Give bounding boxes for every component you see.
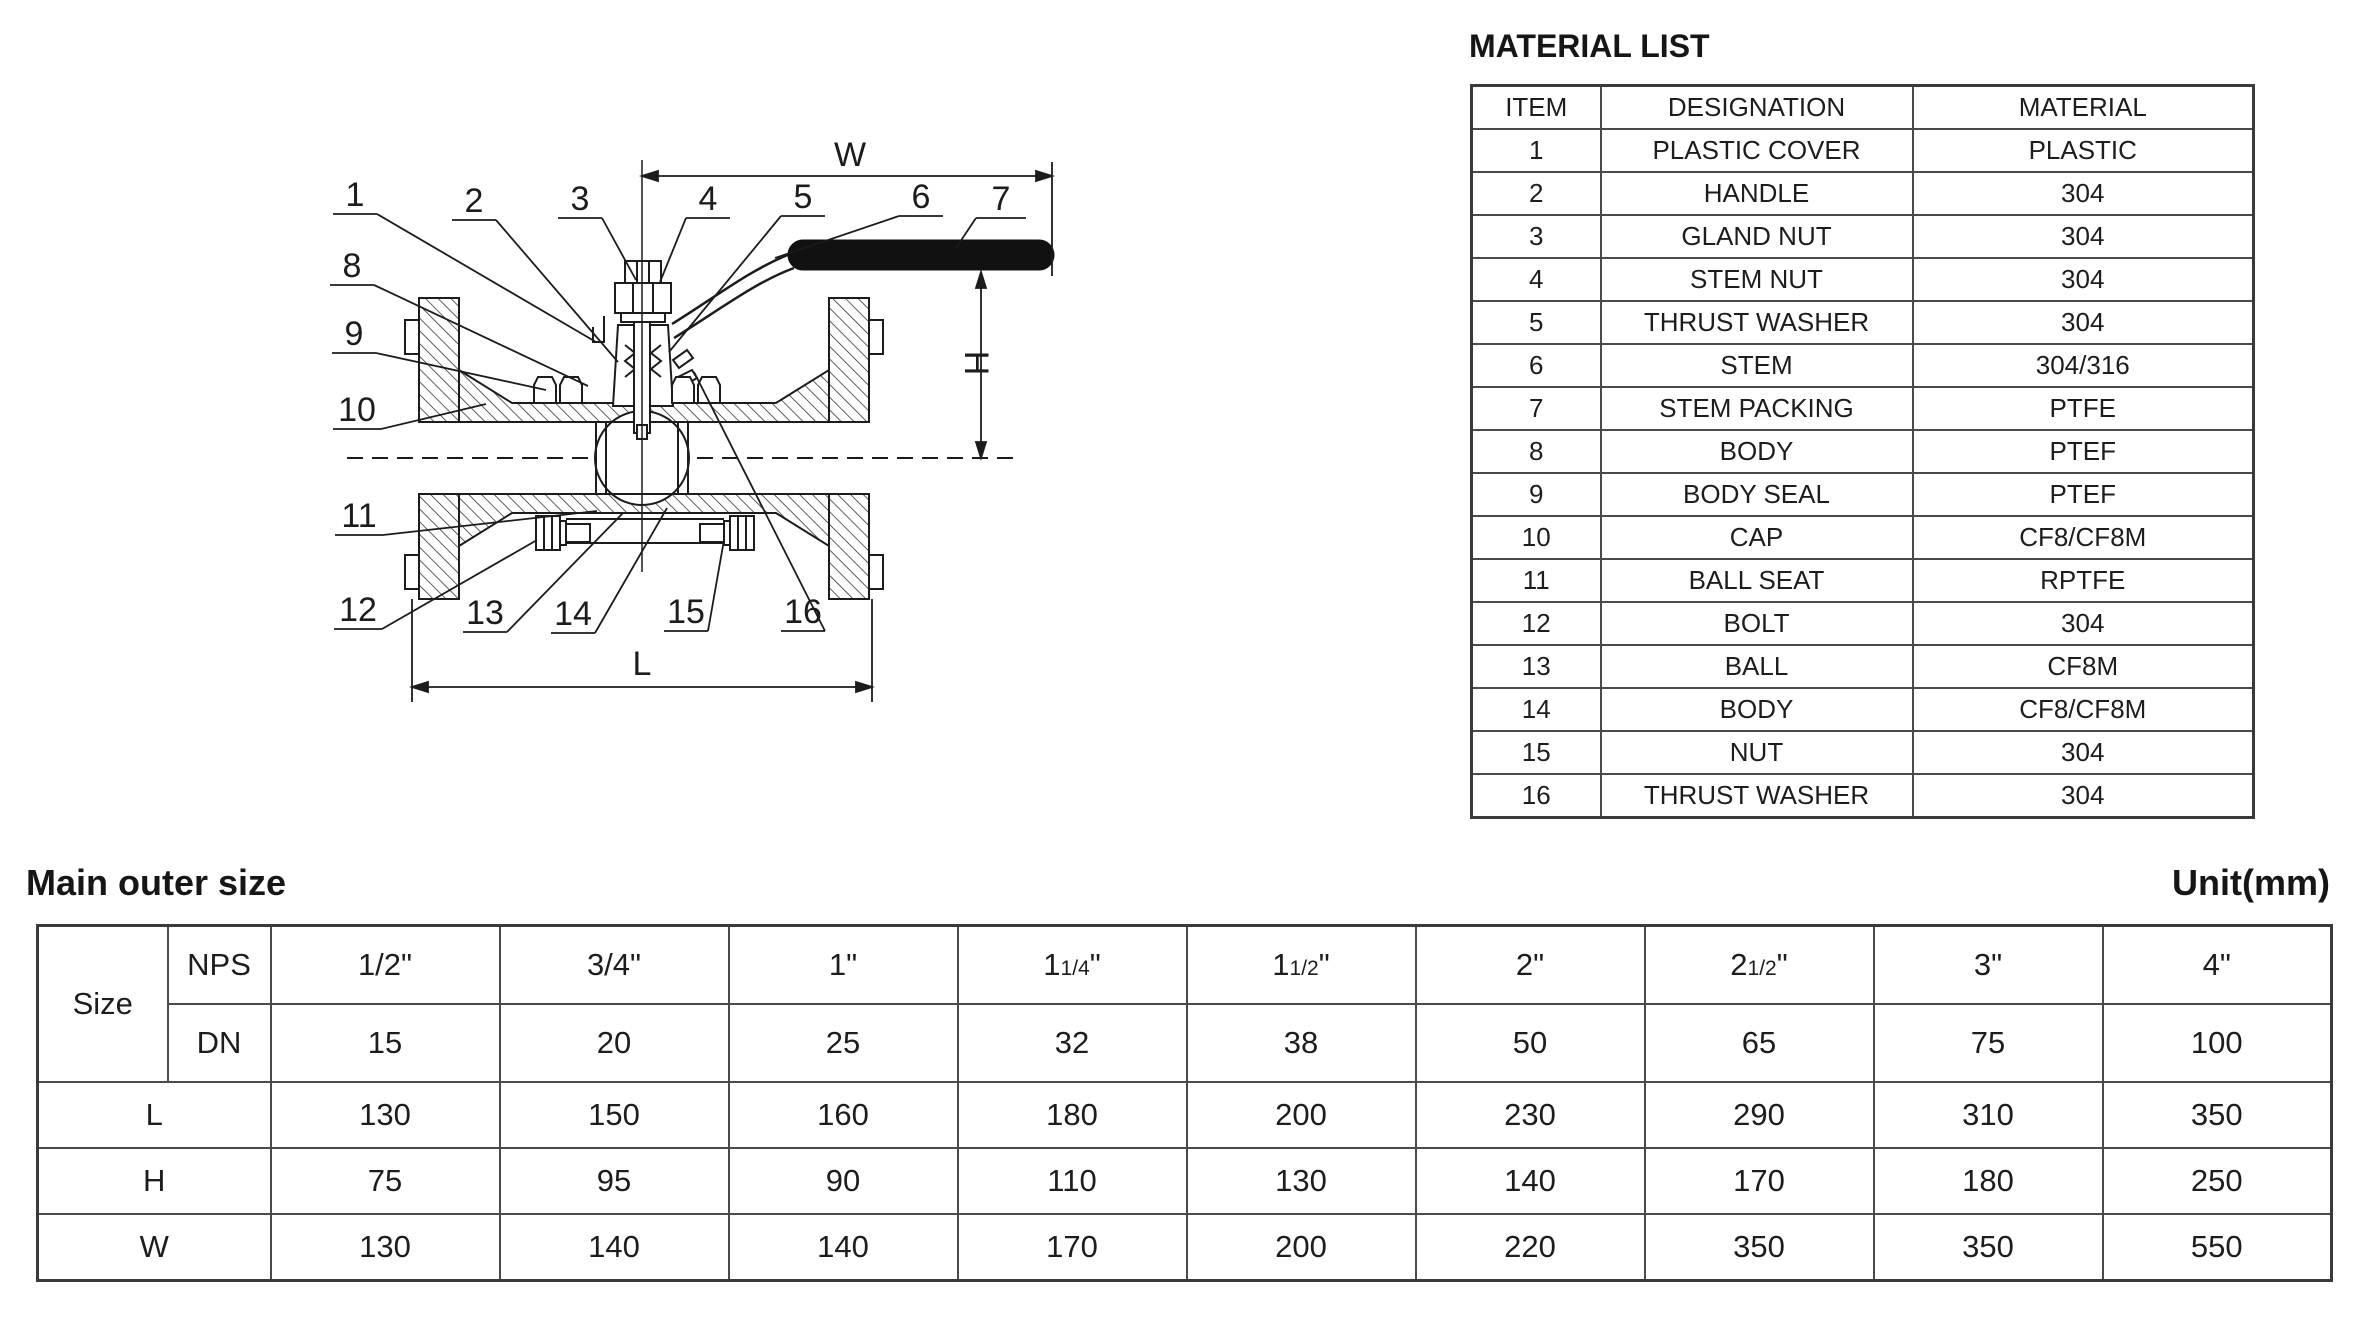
material-designation-cell: BODY SEAL [1601,473,1913,516]
callout-14: 14 [554,595,592,633]
material-col-header: MATERIAL [1913,86,2254,130]
material-item-cell: 11 [1472,559,1601,602]
material-designation-cell: BOLT [1601,602,1913,645]
w-cell: 200 [1187,1214,1416,1281]
material-row [1472,301,2254,344]
material-row [1472,215,2254,258]
material-item-cell: 15 [1472,731,1601,774]
material-item-cell: 3 [1472,215,1601,258]
material-designation-cell: BALL [1601,645,1913,688]
callout-16: 16 [784,593,822,631]
material-row [1472,172,2254,215]
material-row [1472,258,2254,301]
callout-13: 13 [466,594,504,632]
callout-7: 7 [991,180,1011,218]
row-label-h: H [38,1148,271,1214]
material-row [1472,516,2254,559]
h-cell: 130 [1187,1148,1416,1214]
l-cell: 350 [2103,1082,2332,1148]
callout-9: 9 [344,315,364,353]
dn-cell: 100 [2103,1004,2332,1082]
inch-mark: " [1991,947,2003,982]
material-item-cell: 13 [1472,645,1601,688]
material-designation-cell: CAP [1601,516,1913,559]
l-cell: 130 [271,1082,500,1148]
nps-big: 3 [1973,947,1992,982]
h-cell: 95 [500,1148,729,1214]
callout-15: 15 [667,593,705,631]
nps-big: 3/4 [586,947,631,982]
dim-h-label: H [957,350,995,376]
h-cell: 90 [729,1148,958,1214]
unit-label: Unit(mm) [2172,862,2330,903]
callout-1: 1 [345,176,365,214]
material-designation-cell: BALL SEAT [1601,559,1913,602]
nps-frac: 1/4 [1060,957,1090,980]
material-item-cell: 5 [1472,301,1601,344]
nps-cell [1187,926,1416,1005]
row-label-nps: NPS [168,926,271,1005]
w-cell: 170 [958,1214,1187,1281]
callout-10: 10 [338,391,376,429]
material-item-cell: 6 [1472,344,1601,387]
material-row [1472,559,2254,602]
material-item-cell: 14 [1472,688,1601,731]
nps-cell [958,926,1187,1005]
h-cell: 110 [958,1148,1187,1214]
dn-cell: 65 [1645,1004,1874,1082]
material-item-cell: 4 [1472,258,1601,301]
material-list-title: MATERIAL LIST [1469,28,1710,64]
callout-5: 5 [793,178,813,216]
nps-big: 1/2 [357,947,402,982]
material-material-cell: PLASTIC [1913,129,2254,172]
material-material-cell: 304 [1913,172,2254,215]
w-cell: 130 [271,1214,500,1281]
gland-nut [615,283,671,322]
material-item-cell: 8 [1472,430,1601,473]
size-row-w [38,1214,2332,1281]
dim-w-label: W [833,136,867,174]
h-cell: 180 [1874,1148,2103,1214]
l-cell: 150 [500,1082,729,1148]
ball-valve-section-drawing [320,130,1070,710]
inch-mark: " [630,947,642,982]
nps-cell [500,926,729,1005]
material-designation-cell: STEM [1601,344,1913,387]
material-item-cell: 16 [1472,774,1601,818]
nps-cell [1874,926,2103,1005]
material-col-header: ITEM [1472,86,1601,130]
dn-cell: 25 [729,1004,958,1082]
material-material-cell: 304 [1913,301,2254,344]
material-row [1472,473,2254,516]
material-list-table [1470,84,2255,819]
nps-big: 1 [828,947,847,982]
material-designation-cell: THRUST WASHER [1601,301,1913,344]
left-flange [405,298,459,599]
material-designation-cell: STEM PACKING [1601,387,1913,430]
l-cell: 200 [1187,1082,1416,1148]
nps-big: 1 [1043,947,1061,982]
callout-2: 2 [464,182,484,220]
material-material-cell: PTEF [1913,473,2254,516]
material-designation-cell: BODY [1601,688,1913,731]
material-row [1472,344,2254,387]
nps-cell [1645,926,1874,1005]
callout-4: 4 [698,180,718,218]
size-row-dn [38,1004,2332,1082]
dim-l-label: L [632,645,652,683]
material-designation-cell: PLASTIC COVER [1601,129,1913,172]
material-row [1472,731,2254,774]
size-row-l [38,1082,2332,1148]
material-col-header: DESIGNATION [1601,86,1913,130]
dn-cell: 15 [271,1004,500,1082]
inch-mark: " [846,947,858,982]
l-cell: 160 [729,1082,958,1148]
row-label-dn: DN [168,1004,271,1082]
nps-cell [729,926,958,1005]
dn-cell: 75 [1874,1004,2103,1082]
callout-6: 6 [911,178,931,216]
nps-frac: 1/2 [1289,957,1319,980]
material-material-cell: CF8/CF8M [1913,516,2254,559]
material-designation-cell: NUT [1601,731,1913,774]
material-material-cell: PTFE [1913,387,2254,430]
nps-big: 1 [1272,947,1290,982]
material-material-cell: PTEF [1913,430,2254,473]
material-item-cell: 2 [1472,172,1601,215]
material-row [1472,602,2254,645]
handle-grip [788,240,1054,270]
material-designation-cell: HANDLE [1601,172,1913,215]
callout-11: 11 [341,497,377,535]
callout-12: 12 [339,591,377,629]
inch-mark: " [2219,947,2231,982]
inch-mark: " [1776,947,1788,982]
l-cell: 310 [1874,1082,2103,1148]
size-table [36,924,2333,1282]
material-material-cell: 304 [1913,602,2254,645]
h-cell: 170 [1645,1148,1874,1214]
material-designation-cell: GLAND NUT [1601,215,1913,258]
material-designation-cell: THRUST WASHER [1601,774,1913,818]
size-header-cell: Size [38,926,168,1083]
dn-cell: 38 [1187,1004,1416,1082]
material-material-cell: 304 [1913,215,2254,258]
w-cell: 220 [1416,1214,1645,1281]
size-row-h [38,1148,2332,1214]
w-cell: 350 [1645,1214,1874,1281]
inch-mark: " [401,947,413,982]
w-cell: 140 [729,1214,958,1281]
l-cell: 290 [1645,1082,1874,1148]
material-material-cell: CF8M [1913,645,2254,688]
callout-3: 3 [570,180,590,218]
dn-cell: 20 [500,1004,729,1082]
material-item-cell: 1 [1472,129,1601,172]
right-flange [829,298,883,599]
nps-cell [1416,926,1645,1005]
l-cell: 230 [1416,1082,1645,1148]
material-row [1472,430,2254,473]
nps-cell [2103,926,2332,1005]
material-material-cell: 304 [1913,774,2254,818]
h-cell: 140 [1416,1148,1645,1214]
material-item-cell: 7 [1472,387,1601,430]
w-cell: 350 [1874,1214,2103,1281]
material-material-cell: RPTFE [1913,559,2254,602]
material-item-cell: 12 [1472,602,1601,645]
row-label-w: W [38,1214,271,1281]
material-row [1472,387,2254,430]
material-row [1472,688,2254,731]
material-material-cell: 304/316 [1913,344,2254,387]
material-row [1472,129,2254,172]
row-label-l: L [38,1082,271,1148]
stem-nut [625,261,661,283]
size-table-title: Main outer size [26,862,287,903]
w-cell: 550 [2103,1214,2332,1281]
l-cell: 180 [958,1082,1187,1148]
nps-cell [271,926,500,1005]
material-item-cell: 10 [1472,516,1601,559]
material-material-cell: 304 [1913,731,2254,774]
inch-mark: " [1318,947,1330,982]
material-designation-cell: STEM NUT [1601,258,1913,301]
h-cell: 75 [271,1148,500,1214]
material-list-header-row [1472,86,2254,130]
material-material-cell: 304 [1913,258,2254,301]
material-material-cell: CF8/CF8M [1913,688,2254,731]
inch-mark: " [1533,947,1545,982]
nps-frac: 1/2 [1747,957,1777,980]
callout-8: 8 [342,247,362,285]
nps-big: 2 [1730,947,1748,982]
nps-big: 2 [1515,947,1534,982]
material-designation-cell: BODY [1601,430,1913,473]
w-cell: 140 [500,1214,729,1281]
inch-mark: " [1089,947,1101,982]
h-cell: 250 [2103,1148,2332,1214]
material-row [1472,774,2254,818]
dn-cell: 50 [1416,1004,1645,1082]
material-row [1472,645,2254,688]
material-item-cell: 9 [1472,473,1601,516]
dn-cell: 32 [958,1004,1187,1082]
nps-big: 4 [2202,947,2220,982]
size-row-nps [38,926,2332,1005]
